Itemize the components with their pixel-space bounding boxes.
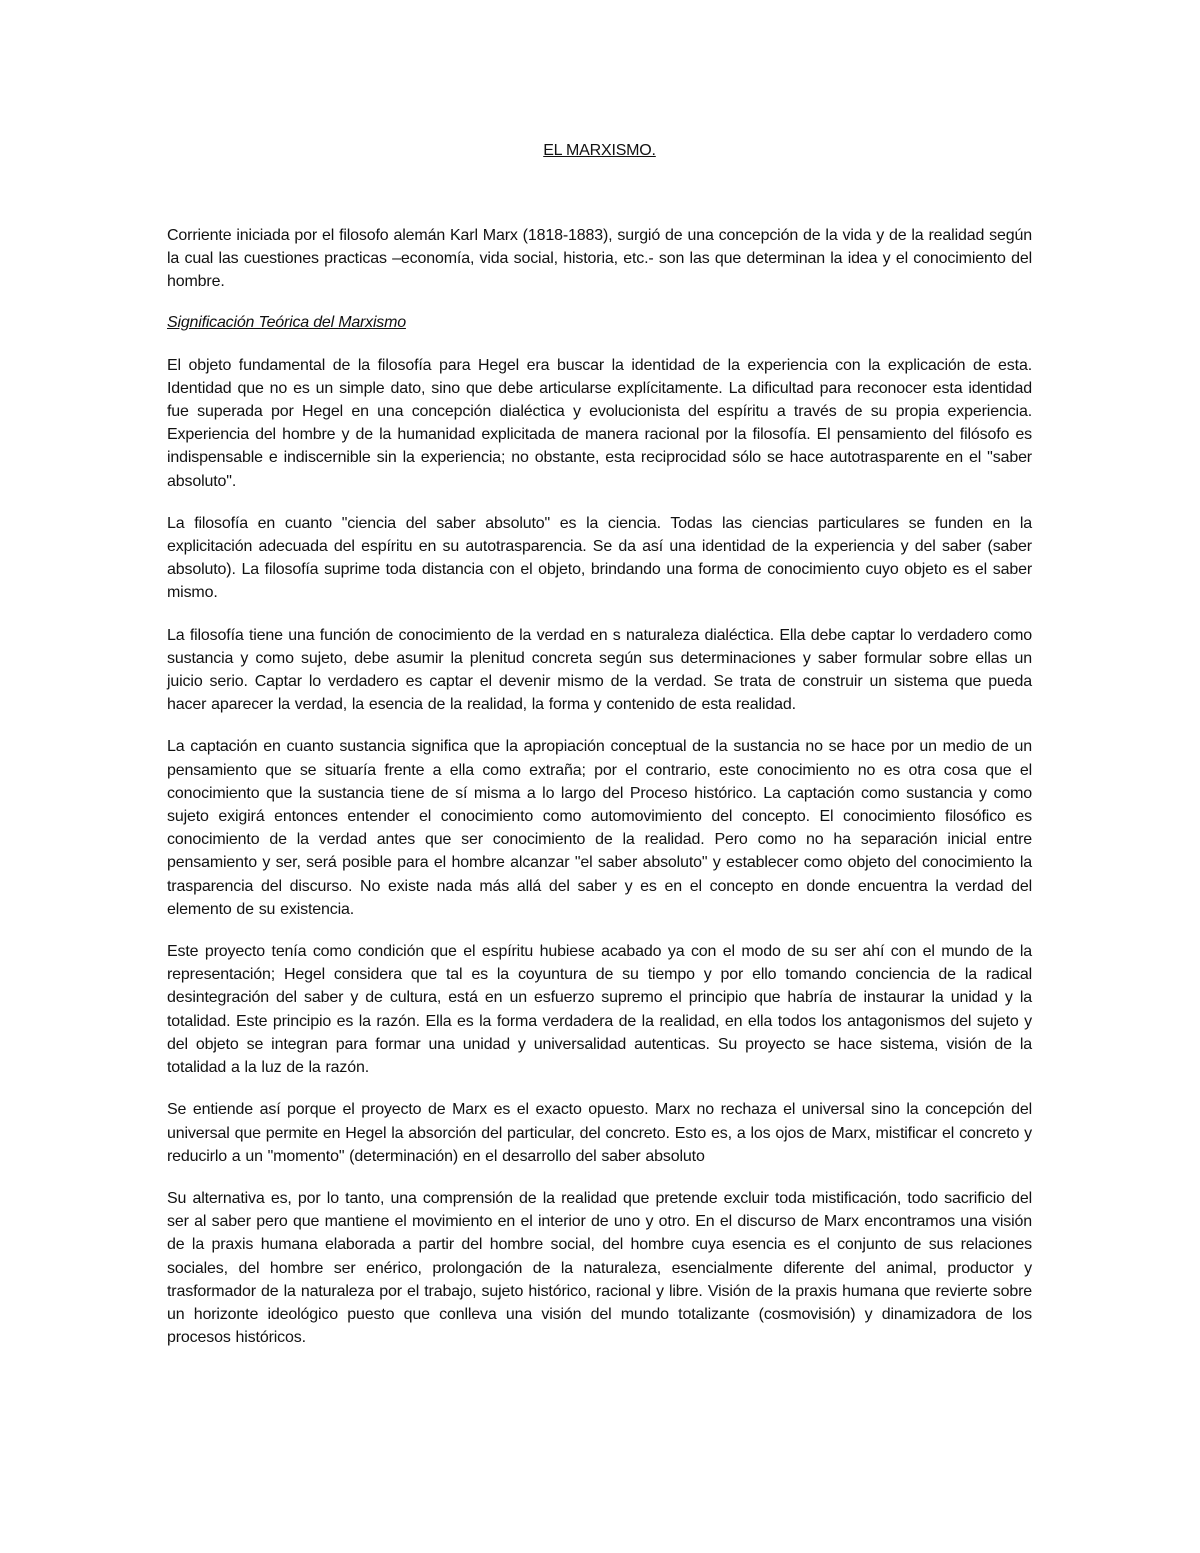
document-page [167, 140, 1032, 1368]
body-paragraph-7: Su alternativa es, por lo tanto, una comprensión de la realidad que pretende excluir toda mistificación, todo sacrificio del ser al saber pero que mantiene el movimiento en el interior de uno y otro. En el discurso de Marx encontramos una visión de la praxis humana elaborada a partir del hombre social, del hombre cuya esencia es el conjunto de sus relaciones sociales, del hombre ser enérico, prolongación de la naturaleza, esencialmente diferente del animal, productor y trasformador de la naturaleza por el trabajo, sujeto histórico, racional y libre. Visión de la praxis humana que revierte sobre un horizonte ideológico puesto que conlleva una visión del mundo totalizante (cosmovisión) y dinamizadora de los procesos históricos. [167, 1189, 1032, 1347]
body-paragraph-5: Este proyecto tenía como condición que el espíritu hubiese acabado ya con el modo de su ser ahí con el mundo de la representación; Hegel considera que tal es la coyuntura de su tiempo y por ello tomando conciencia de la radical desintegración del saber y de cultura, está en un esfuerzo supremo el principio que habría de instaurar la unidad y la totalidad. Este principio es la razón. Ella es la forma verdadera de la realidad, en ella todos los antagonismos del sujeto y del objeto se integran para formar una unidad y universalidad autenticas. Su proyecto se hace sistema, visión de la totalidad a la luz de la razón. [167, 943, 1032, 1077]
body-paragraph-2: La filosofía en cuanto "ciencia del saber absoluto" es la ciencia. Todas las ciencias particulares se funden en la explicitación adecuada del espíritu en su autotrasparencia. Se da así una identidad de la experiencia y del saber (saber absoluto). La filosofía suprime toda distancia con el objeto, brindando una forma de conocimiento cuyo objeto es el saber mismo. [167, 514, 1032, 602]
document-title: EL MARXISMO. [543, 142, 656, 159]
body-paragraph-4: La captación en cuanto sustancia significa que la apropiación conceptual de la sustancia no se hace por un medio de un pensamiento que se situaría frente a ella como extraña; por el contrario, este conocimiento no es otra cosa que el conocimiento que la sustancia tiene de sí misma a lo largo del Proceso histórico. La captación como sustancia y como sujeto exigirá entonces entender el conocimiento como automovimiento del concepto. El conocimiento filosófico es conocimiento de la verdad antes que ser conocimiento de la realidad. Pero como no ha separación inicial entre pensamiento y ser, será posible para el hombre alcanzar "el saber absoluto" y establecer como objeto del conocimiento la trasparencia del discurso. No existe nada más allá del saber y es en el concepto en donde encuentra la verdad del elemento de su existencia. [167, 738, 1032, 918]
intro-paragraph: Corriente iniciada por el filosofo alemán Karl Marx (1818-1883), surgió de una concepción de la vida y de la realidad según la cual las cuestiones practicas –economía, vida social, historia, etc.- son las que determinan la idea y el conocimiento del hombre. [167, 227, 1032, 291]
body-paragraph-3: La filosofía tiene una función de conocimiento de la verdad en s naturaleza dialéctica. Ella debe captar lo verdadero como sustancia y como sujeto, debe asumir la plenitud concreta según sus determinaciones y saber formular sobre ellas un juicio serio. Captar lo verdadero es captar el devenir mismo de la verdad. Se trata de construir un sistema que pueda hacer aparecer la verdad, la esencia de la realidad, la forma y contenido de esta realidad. [167, 626, 1032, 714]
body-paragraph-1: El objeto fundamental de la filosofía para Hegel era buscar la identidad de la experiencia con la explicación de esta. Identidad que no es un simple dato, sino que debe articularse explícitamente. La dificultad para reconocer esta identidad fue superada por Hegel en una concepción dialéctica y evolucionista del espíritu a través de su propia experiencia. Experiencia del hombre y de la humanidad explicitada de manera racional por la filosofía. El pensamiento del filósofo es indispensable e indiscernible sin la experiencia; no obstante, esta reciprocidad sólo se hace autotrasparente en el "saber absoluto". [167, 356, 1032, 490]
body-paragraph-6: Se entiende así porque el proyecto de Marx es el exacto opuesto. Marx no rechaza el universal sino la concepción del universal que permite en Hegel la absorción del particular, del concreto. Esto es, a los ojos de Marx, mistificar el concreto y reducirlo a un "momento" (determinación) en el desarrollo del saber absoluto [167, 1101, 1032, 1165]
section-heading: Significación Teórica del Marxismo [167, 313, 406, 331]
